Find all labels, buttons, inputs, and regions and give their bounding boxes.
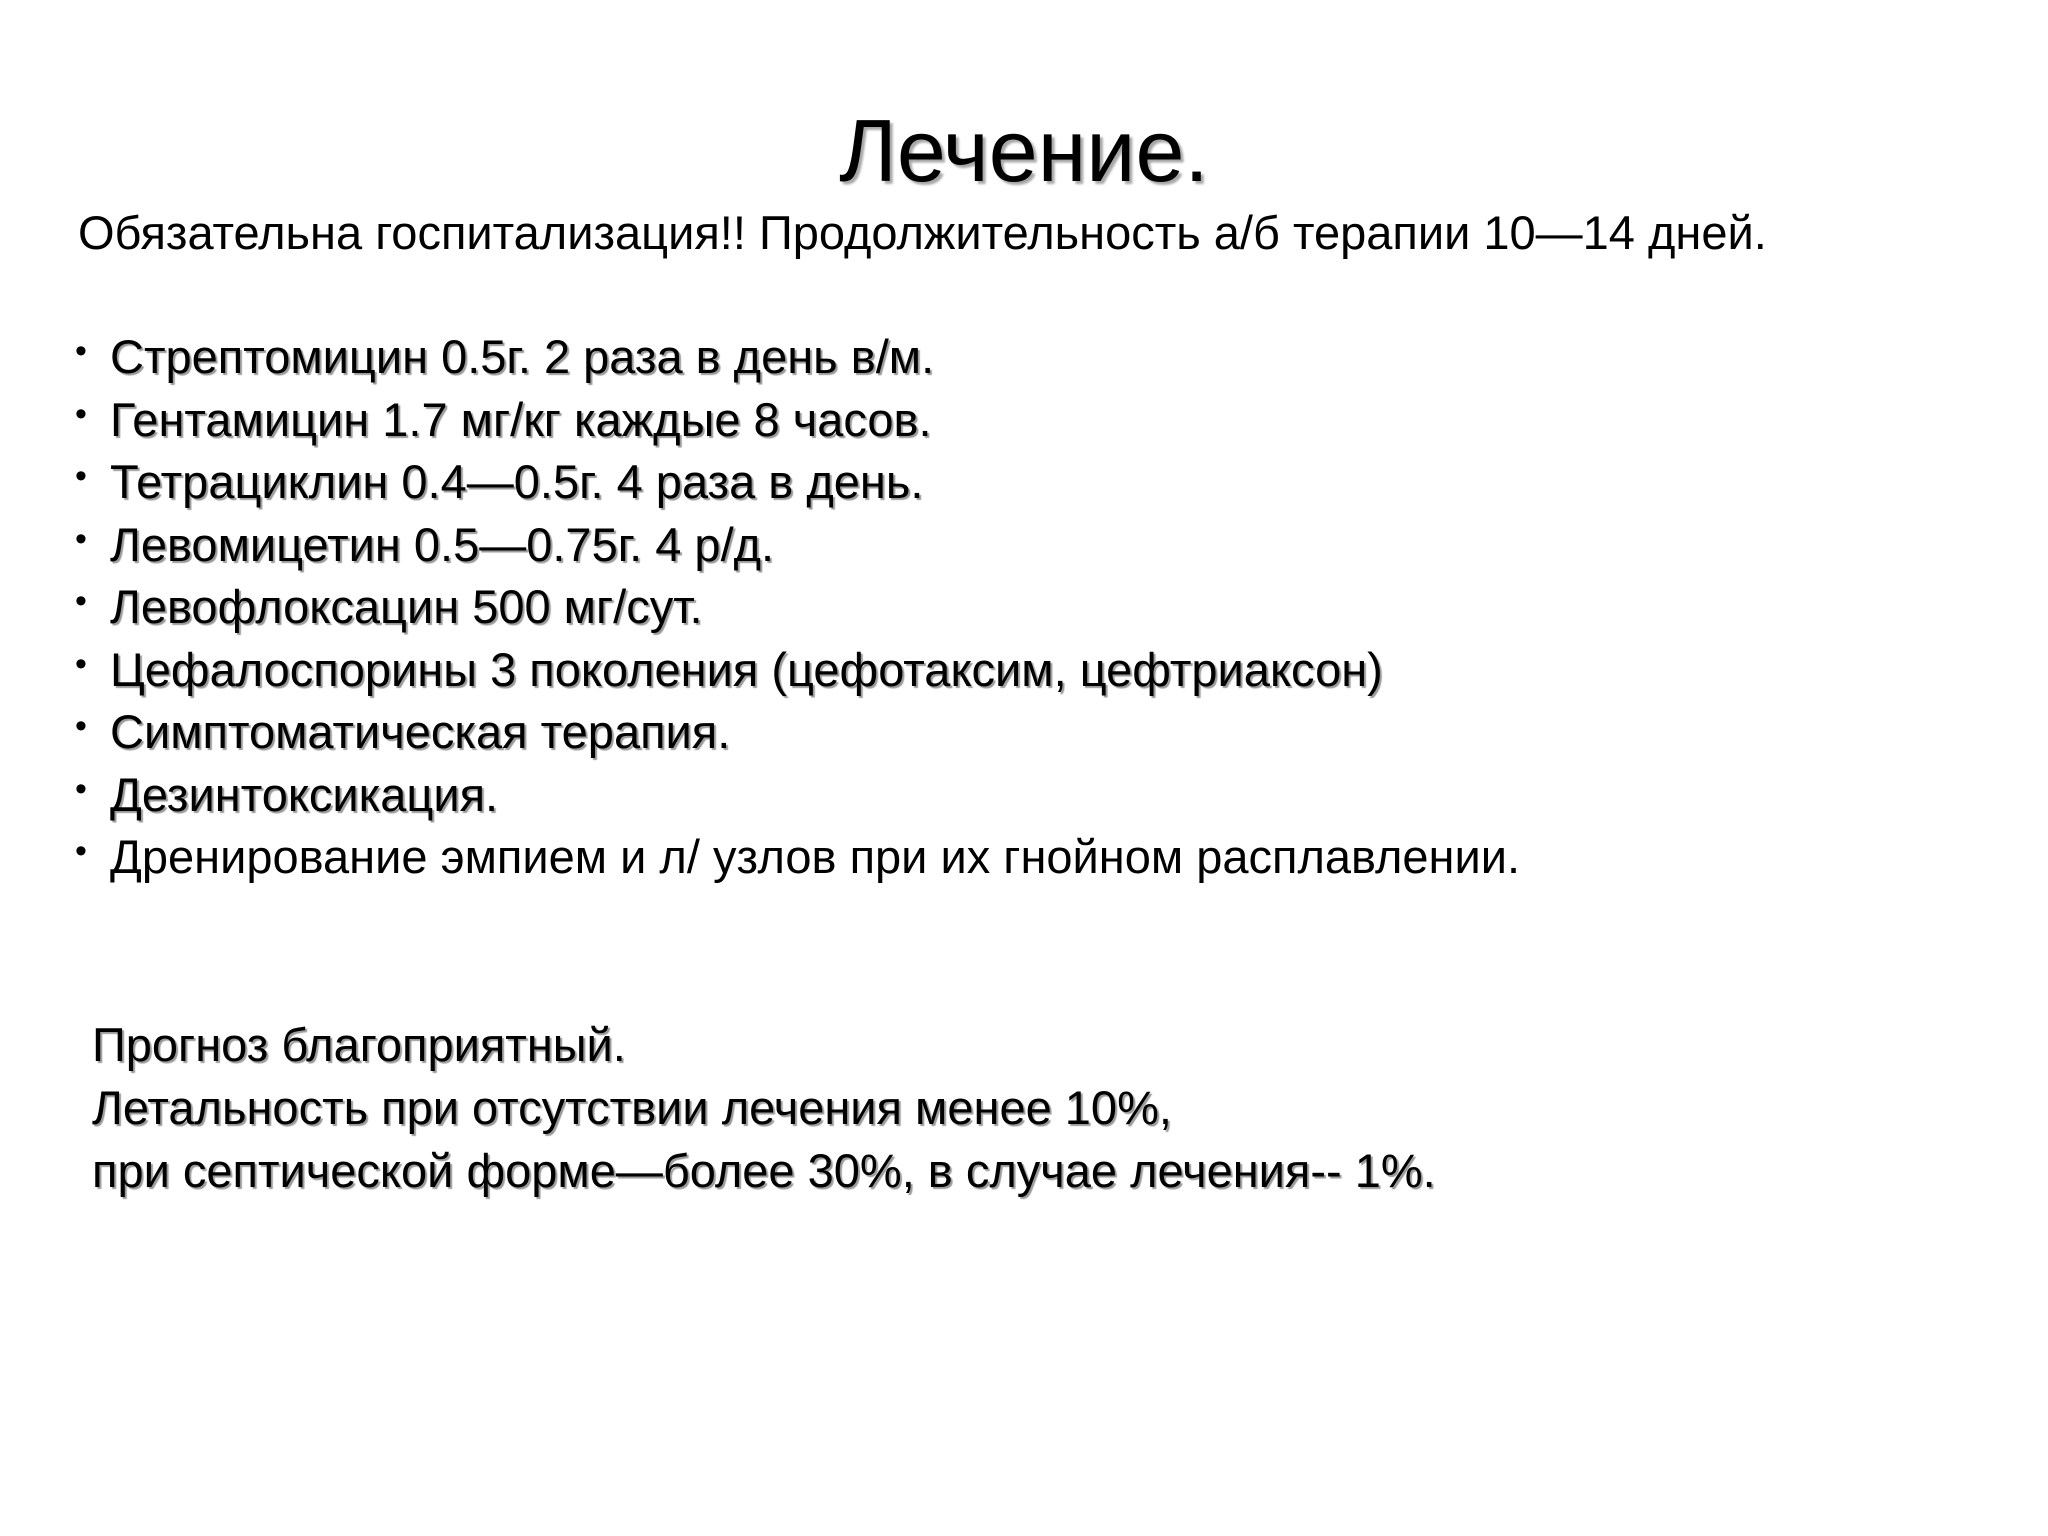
bullet-icon: • bbox=[75, 644, 87, 683]
bullet-icon: • bbox=[75, 519, 87, 558]
list-item-text: Левофлоксацин 500 мг/сут. bbox=[110, 580, 703, 633]
list-item bbox=[75, 514, 1520, 577]
list-item-text: Тетрациклин 0.4—0.5г. 4 раза в день. bbox=[110, 455, 924, 508]
list-item bbox=[75, 326, 1520, 389]
septic-form-line: при септической форме—более 30%, в случае лечения-- 1%. bbox=[92, 1144, 1436, 1197]
list-item bbox=[75, 576, 1520, 639]
list-item bbox=[75, 826, 1520, 889]
prognosis-block bbox=[92, 1013, 1436, 1202]
bullet-icon: • bbox=[75, 582, 87, 620]
bullet-icon: • bbox=[75, 769, 87, 808]
list-item-text: Дезинтоксикация. bbox=[110, 767, 499, 821]
list-item bbox=[75, 451, 1520, 514]
list-item bbox=[75, 701, 1520, 764]
bullet-icon: • bbox=[75, 707, 87, 745]
list-item-text: Гентамицин 1.7 мг/кг каждые 8 часов. bbox=[110, 392, 932, 446]
intro-text: Обязательна госпитализация!! Продолжительность а/б терапии 10—14 дней. bbox=[78, 206, 1767, 259]
bullet-icon: • bbox=[75, 457, 87, 495]
bullet-icon: • bbox=[75, 832, 87, 870]
list-item-text: Стрептомицин 0.5г. 2 раза в день в/м. bbox=[110, 330, 935, 383]
list-item bbox=[75, 389, 1520, 452]
mortality-line: Летальность при отсутствии лечения менее 10%, bbox=[92, 1081, 1172, 1134]
list-item-text: Цефалоспорины 3 поколения (цефотаксим, цефтриаксон) bbox=[110, 642, 1383, 696]
list-item-text: Левомицетин 0.5—0.75г. 4 р/д. bbox=[110, 517, 775, 571]
slide-title: Лечение. bbox=[839, 101, 1209, 200]
treatment-list bbox=[75, 326, 1520, 889]
list-item-text: Дренирование эмпием и л/ узлов при их гнойном расплавлении. bbox=[110, 830, 1521, 883]
bullet-icon: • bbox=[75, 394, 87, 433]
list-item bbox=[75, 639, 1520, 702]
list-item bbox=[75, 764, 1520, 827]
list-item-text: Симптоматическая терапия. bbox=[110, 705, 731, 758]
prognosis-line: Прогноз благоприятный. bbox=[92, 1018, 626, 1071]
bullet-icon: • bbox=[75, 332, 87, 370]
